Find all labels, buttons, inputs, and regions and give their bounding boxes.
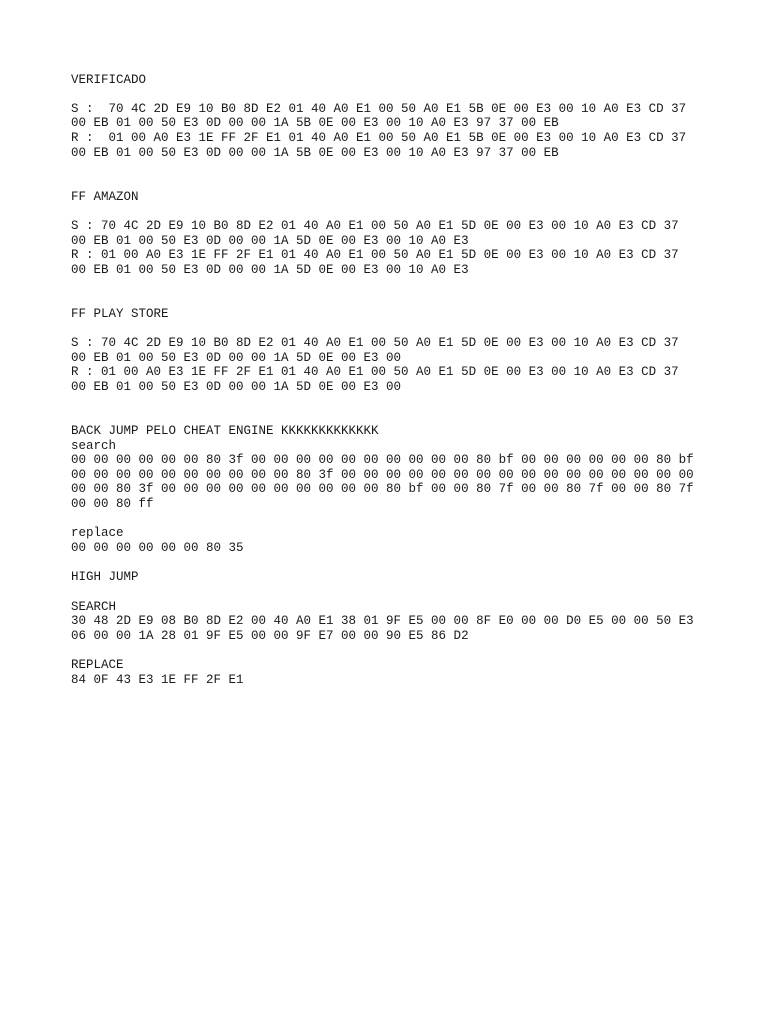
section-high-jump <box>71 570 751 687</box>
replace-hex-line: R : 01 00 A0 E3 1E FF 2F E1 01 40 A0 E1 00 50 A0 E1 5D 0E 00 E3 00 10 A0 E3 CD 37 <box>71 365 679 380</box>
search-hex-line: 00 EB 01 00 50 E3 0D 00 00 1A 5D 0E 00 E3 00 <box>71 350 402 365</box>
search-hex-line: 00 00 00 00 00 00 80 3f 00 00 00 00 00 00 00 00 00 00 80 bf 00 00 00 00 00 00 80 bf <box>71 453 694 468</box>
section-heading: VERIFICADO <box>71 72 147 87</box>
section-heading: HIGH JUMP <box>71 570 139 585</box>
search-hex-line: 00 00 80 ff <box>71 497 154 512</box>
section-verificado <box>71 73 751 161</box>
replace-hex-line: 00 EB 01 00 50 E3 0D 00 00 1A 5B 0E 00 E3 00 10 A0 E3 97 37 00 EB <box>71 145 559 160</box>
section-back-jump <box>71 424 751 556</box>
search-hex-line: 00 EB 01 00 50 E3 0D 00 00 1A 5D 0E 00 E3 00 10 A0 E3 <box>71 233 469 248</box>
section-ff-play-store <box>71 307 751 395</box>
search-hex-line: 00 00 00 00 00 00 00 00 00 00 80 3f 00 00 00 00 00 00 00 00 00 00 00 00 00 00 00 00 <box>71 467 694 482</box>
replace-hex-line: R : 01 00 A0 E3 1E FF 2F E1 01 40 A0 E1 00 50 A0 E1 5B 0E 00 E3 00 10 A0 E3 CD 37 <box>71 131 687 146</box>
replace-label: REPLACE <box>71 658 124 673</box>
search-hex-line: 00 EB 01 00 50 E3 0D 00 00 1A 5B 0E 00 E3 00 10 A0 E3 97 37 00 EB <box>71 116 559 131</box>
search-hex-line: S : 70 4C 2D E9 10 B0 8D E2 01 40 A0 E1 00 50 A0 E1 5B 0E 00 E3 00 10 A0 E3 CD 37 <box>71 101 687 116</box>
search-label: search <box>71 438 117 453</box>
search-hex-line: S : 70 4C 2D E9 10 B0 8D E2 01 40 A0 E1 00 50 A0 E1 5D 0E 00 E3 00 10 A0 E3 CD 37 <box>71 336 679 351</box>
section-ff-amazon <box>71 190 751 278</box>
replace-hex-line: 84 0F 43 E3 1E FF 2F E1 <box>71 672 244 687</box>
replace-hex-line: R : 01 00 A0 E3 1E FF 2F E1 01 40 A0 E1 00 50 A0 E1 5D 0E 00 E3 00 10 A0 E3 CD 37 <box>71 248 679 263</box>
search-label: SEARCH <box>71 599 117 614</box>
section-heading: FF AMAZON <box>71 189 139 204</box>
replace-hex-line: 00 00 00 00 00 00 80 35 <box>71 541 244 556</box>
replace-hex-line: 00 EB 01 00 50 E3 0D 00 00 1A 5D 0E 00 E3 00 10 A0 E3 <box>71 262 469 277</box>
search-hex-line: S : 70 4C 2D E9 10 B0 8D E2 01 40 A0 E1 00 50 A0 E1 5D 0E 00 E3 00 10 A0 E3 CD 37 <box>71 218 679 233</box>
search-hex-line: 00 00 80 3f 00 00 00 00 00 00 00 00 00 00 80 bf 00 00 80 7f 00 00 80 7f 00 00 80 7f <box>71 482 694 497</box>
section-heading: FF PLAY STORE <box>71 306 169 321</box>
document-page <box>71 73 751 688</box>
replace-label: replace <box>71 526 124 541</box>
search-hex-line: 30 48 2D E9 08 B0 8D E2 00 40 A0 E1 38 01 9F E5 00 00 8F E0 00 00 D0 E5 00 00 50 E3 <box>71 614 694 629</box>
section-heading: BACK JUMP PELO CHEAT ENGINE KKKKKKKKKKKKK <box>71 423 379 438</box>
replace-hex-line: 00 EB 01 00 50 E3 0D 00 00 1A 5D 0E 00 E3 00 <box>71 379 402 394</box>
search-hex-line: 06 00 00 1A 28 01 9F E5 00 00 9F E7 00 00 90 E5 86 D2 <box>71 628 469 643</box>
